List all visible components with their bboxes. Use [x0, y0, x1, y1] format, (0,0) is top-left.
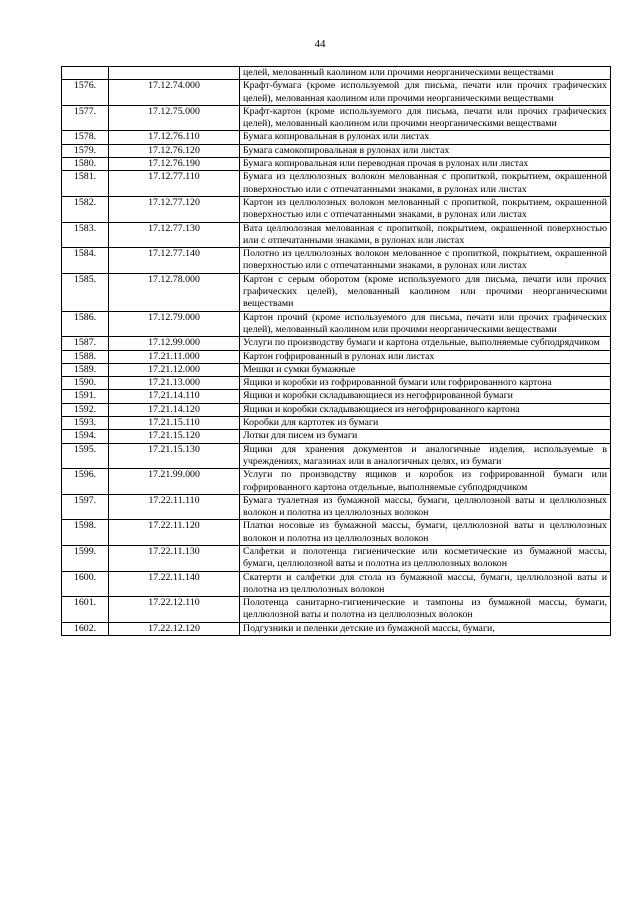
product-name: Бумага самокопировальная в рулонах или листах [240, 144, 611, 157]
table-row [62, 545, 611, 571]
table-row [62, 273, 611, 311]
product-code: 17.12.78.000 [109, 273, 240, 311]
row-number: 1585. [62, 273, 109, 311]
row-number: 1590. [62, 377, 109, 390]
table-row [62, 571, 611, 597]
product-name: Ящики и коробки складывающиеся из негофрированной бумаги [240, 390, 611, 403]
row-number: 1595. [62, 443, 109, 469]
table-row [62, 67, 611, 80]
row-number: 1597. [62, 494, 109, 520]
product-name: Крафт-бумага (кроме используемой для письма, печати или прочих графических целей), мелованная каолином или прочими неорганическими веществами [240, 80, 611, 106]
product-name: Ящики и коробки складывающиеся из негофрированного картона [240, 403, 611, 416]
product-code: 17.12.79.000 [109, 311, 240, 337]
row-number: 1580. [62, 158, 109, 171]
product-name: Полотно из целлюлозных волокон мелованное с пропиткой, покрытием, окрашенной поверхностью или с отпечатанными знаками, в рулонах или листах [240, 248, 611, 274]
row-number: 1581. [62, 171, 109, 197]
row-number: 1584. [62, 248, 109, 274]
product-name: Подгузники и пеленки детские из бумажной массы, бумаги, [240, 622, 611, 635]
table-row [62, 222, 611, 248]
row-number: 1579. [62, 144, 109, 157]
row-number: 1586. [62, 311, 109, 337]
product-name: Полотенца санитарно-гигиенические и тампоны из бумажной массы, бумаги, целлюлозной ваты и полотна из целлюлозных волокон [240, 597, 611, 623]
product-code: 17.22.11.110 [109, 494, 240, 520]
product-code: 17.12.74.000 [109, 80, 240, 106]
row-number: 1601. [62, 597, 109, 623]
product-name: Салфетки и полотенца гигиенические или косметические из бумажной массы, бумаги, целлюлозной ваты и полотна из целлюлозных волокон [240, 545, 611, 571]
product-code: 17.12.77.110 [109, 171, 240, 197]
product-name: Лотки для писем из бумаги [240, 430, 611, 443]
product-code: 17.21.14.110 [109, 390, 240, 403]
product-name: Бумага туалетная из бумажной массы, бумаги, целлюлозной ваты и целлюлозных волокон и полотна из целлюлозных волокон [240, 494, 611, 520]
product-code: 17.21.99.000 [109, 469, 240, 495]
product-code: 17.22.11.120 [109, 520, 240, 546]
table-row [62, 417, 611, 430]
table-row [62, 144, 611, 157]
table-row [62, 105, 611, 131]
product-code: 17.12.77.130 [109, 222, 240, 248]
product-code: 17.21.14.120 [109, 403, 240, 416]
table-body [62, 67, 611, 636]
table-row [62, 158, 611, 171]
product-name: Бумага из целлюлозных волокон мелованная с пропиткой, покрытием, окрашенной поверхностью или с отпечатанными знаками, в рулонах или листах [240, 171, 611, 197]
product-name: Вата целлюлозная мелованная с пропиткой, покрытием, окрашенной поверхностью или с отпечатанными знаками, в рулонах или листах [240, 222, 611, 248]
row-number: 1596. [62, 469, 109, 495]
product-name: Крафт-картон (кроме используемого для письма, печати или прочих графических целей), мелованный каолином или прочими неорганическими веществами [240, 105, 611, 131]
table-row [62, 248, 611, 274]
product-code: 17.22.12.120 [109, 622, 240, 635]
table-row [62, 430, 611, 443]
table-row [62, 520, 611, 546]
table-row [62, 171, 611, 197]
row-number: 1583. [62, 222, 109, 248]
row-number [62, 67, 109, 80]
table-row [62, 494, 611, 520]
row-number: 1602. [62, 622, 109, 635]
product-name: Картон гофрированный в рулонах или листах [240, 350, 611, 363]
row-number: 1592. [62, 403, 109, 416]
table-row [62, 196, 611, 222]
row-number: 1582. [62, 196, 109, 222]
row-number: 1588. [62, 350, 109, 363]
table-row [62, 363, 611, 376]
row-number: 1593. [62, 417, 109, 430]
product-name: Бумага копировальная в рулонах или листах [240, 131, 611, 144]
product-name: Картон прочий (кроме используемого для письма, печати или прочих графических целей), мелованный каолином или прочими неорганическими веществами [240, 311, 611, 337]
product-code: 17.12.76.190 [109, 158, 240, 171]
row-number: 1576. [62, 80, 109, 106]
product-code: 17.21.15.130 [109, 443, 240, 469]
product-code: 17.12.77.120 [109, 196, 240, 222]
page-number: 44 [314, 38, 326, 50]
product-name: Услуги по производству ящиков и коробок из гофрированной бумаги или гофрированного картона отдельные, выполняемые субподрядчиком [240, 469, 611, 495]
product-name: Платки носовые из бумажной массы, бумаги, целлюлозной ваты и целлюлозных волокон и полотна из целлюлозных волокон [240, 520, 611, 546]
row-number: 1598. [62, 520, 109, 546]
product-code: 17.21.15.110 [109, 417, 240, 430]
product-code: 17.12.99.000 [109, 337, 240, 350]
row-number: 1594. [62, 430, 109, 443]
table-row [62, 622, 611, 635]
row-number: 1577. [62, 105, 109, 131]
table-row [62, 311, 611, 337]
product-code: 17.21.11.000 [109, 350, 240, 363]
product-name: Мешки и сумки бумажные [240, 363, 611, 376]
classifier-table [61, 66, 611, 636]
table-row [62, 350, 611, 363]
table-row [62, 597, 611, 623]
table-row [62, 377, 611, 390]
product-name: Коробки для картотек из бумаги [240, 417, 611, 430]
table-row [62, 403, 611, 416]
table-row [62, 469, 611, 495]
product-code: 17.12.76.120 [109, 144, 240, 157]
product-name: Бумага копировальная или переводная прочая в рулонах или листах [240, 158, 611, 171]
product-name: Услуги по производству бумаги и картона отдельные, выполняемые субподрядчиком [240, 337, 611, 350]
product-name: целей, мелованный каолином или прочими неорганическими веществами [240, 67, 611, 80]
table-row [62, 337, 611, 350]
product-name: Картон из целлюлозных волокон мелованный с пропиткой, покрытием, окрашенной поверхностью или с отпечатанными знаками, в рулонах или листах [240, 196, 611, 222]
row-number: 1591. [62, 390, 109, 403]
product-name: Ящики и коробки из гофрированной бумаги или гофрированного картона [240, 377, 611, 390]
product-code: 17.22.12.110 [109, 597, 240, 623]
product-code: 17.21.12.000 [109, 363, 240, 376]
row-number: 1589. [62, 363, 109, 376]
product-code: 17.21.13.000 [109, 377, 240, 390]
row-number: 1600. [62, 571, 109, 597]
product-code [109, 67, 240, 80]
product-name: Картон с серым оборотом (кроме используемого для письма, печати или прочих графических целей), мелованный каолином или прочими неорганическими веществами [240, 273, 611, 311]
product-name: Скатерти и салфетки для стола из бумажной массы, бумаги, целлюлозной ваты и полотна из целлюлозных волокон [240, 571, 611, 597]
product-code: 17.12.76.110 [109, 131, 240, 144]
table-row [62, 80, 611, 106]
product-code: 17.22.11.140 [109, 571, 240, 597]
product-code: 17.12.77.140 [109, 248, 240, 274]
product-name: Ящики для хранения документов и аналогичные изделия, используемые в учреждениях, магазинах или в аналогичных целях, из бумаги [240, 443, 611, 469]
table-row [62, 443, 611, 469]
row-number: 1587. [62, 337, 109, 350]
product-code: 17.12.75.000 [109, 105, 240, 131]
product-code: 17.21.15.120 [109, 430, 240, 443]
row-number: 1599. [62, 545, 109, 571]
row-number: 1578. [62, 131, 109, 144]
product-code: 17.22.11.130 [109, 545, 240, 571]
table-row [62, 390, 611, 403]
table-row [62, 131, 611, 144]
